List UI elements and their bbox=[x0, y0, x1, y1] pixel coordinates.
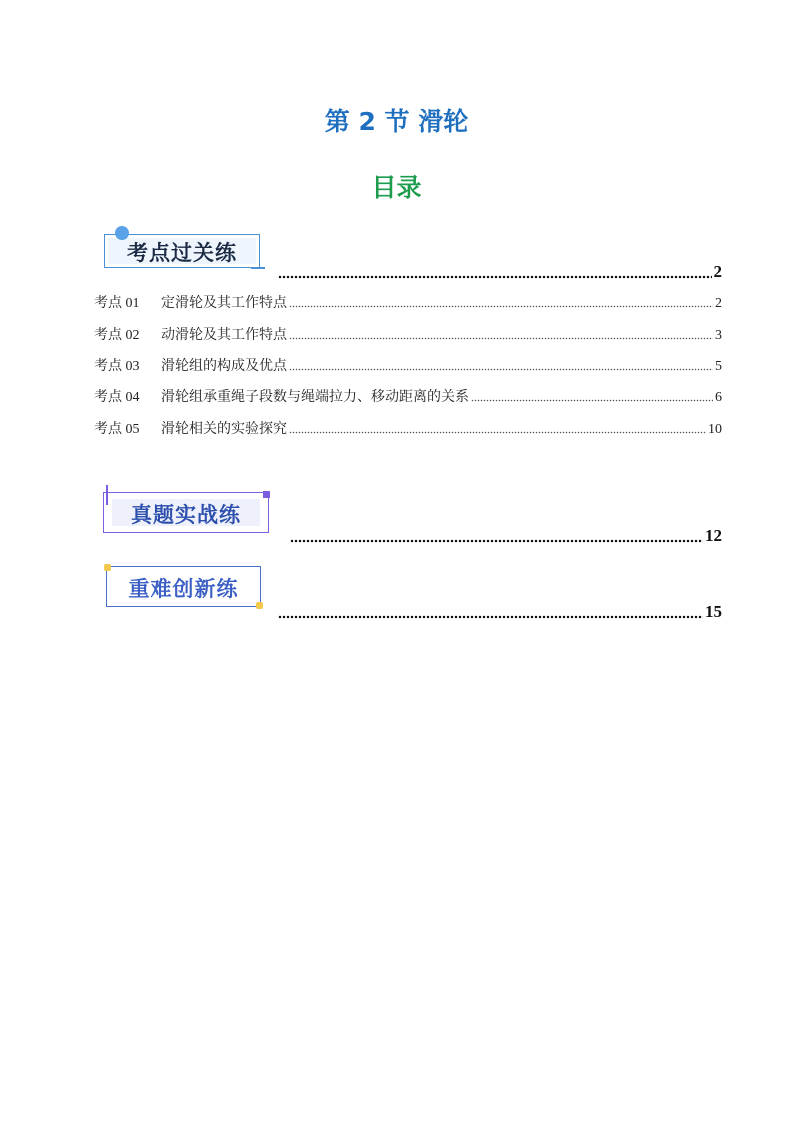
dot-leader bbox=[289, 337, 713, 340]
badge-corner-square bbox=[104, 564, 111, 571]
dot-leader bbox=[471, 399, 713, 402]
page-title: 第 2 节 滑轮 bbox=[324, 107, 469, 136]
toc-item[interactable] bbox=[94, 386, 722, 406]
toc-item-title: 定滑轮及其工作特点 bbox=[161, 296, 287, 311]
dot-leader bbox=[289, 368, 713, 371]
badge-label: 重难创新练 bbox=[128, 577, 239, 601]
toc-item-page: 6 bbox=[715, 390, 722, 405]
page-number: 2 bbox=[713, 262, 722, 281]
section-badge-zhenti[interactable] bbox=[103, 492, 269, 533]
dot-leader bbox=[290, 539, 703, 543]
toc-item-title: 滑轮组的构成及优点 bbox=[161, 359, 287, 374]
toc-item-title: 动滑轮及其工作特点 bbox=[161, 328, 287, 343]
section-badge-kaodian[interactable] bbox=[104, 234, 260, 268]
section-badge-zhongnan[interactable] bbox=[106, 566, 261, 607]
toc-item-page: 3 bbox=[715, 328, 722, 343]
toc-item-title: 滑轮组承重绳子段数与绳端拉力、移动距离的关系 bbox=[161, 390, 469, 405]
section-leader-zhenti[interactable] bbox=[290, 526, 722, 546]
section-leader-kaodian[interactable] bbox=[278, 262, 722, 282]
dot-leader bbox=[278, 275, 712, 279]
toc-heading: 目录 bbox=[371, 173, 422, 202]
toc-item-key: 考点 04 bbox=[94, 390, 140, 405]
toc-item[interactable] bbox=[94, 292, 722, 312]
toc-item-page: 5 bbox=[715, 359, 722, 374]
page-number: 15 bbox=[705, 602, 722, 621]
badge-label: 真题实战练 bbox=[131, 503, 241, 527]
dot-leader bbox=[289, 305, 713, 308]
toc-item-key: 考点 03 bbox=[94, 359, 140, 374]
toc-item-key: 考点 05 bbox=[94, 422, 140, 437]
badge-tail-decoration bbox=[251, 267, 265, 269]
toc-item-page: 2 bbox=[715, 296, 722, 311]
badge-corner-square bbox=[263, 491, 270, 498]
toc-item-key: 考点 02 bbox=[94, 328, 140, 343]
dot-leader bbox=[278, 615, 703, 619]
section-leader-zhongnan[interactable] bbox=[278, 602, 722, 622]
toc-item[interactable] bbox=[94, 418, 722, 438]
toc-item[interactable] bbox=[94, 324, 722, 344]
toc-item-page: 10 bbox=[708, 422, 722, 437]
dot-leader bbox=[289, 431, 706, 434]
badge-corner-square bbox=[256, 602, 263, 609]
badge-label: 考点过关练 bbox=[127, 241, 237, 265]
toc-item-title: 滑轮相关的实验探究 bbox=[161, 422, 287, 437]
toc-item-key: 考点 01 bbox=[94, 296, 140, 311]
page-number: 12 bbox=[705, 526, 722, 545]
toc-item[interactable] bbox=[94, 355, 722, 375]
